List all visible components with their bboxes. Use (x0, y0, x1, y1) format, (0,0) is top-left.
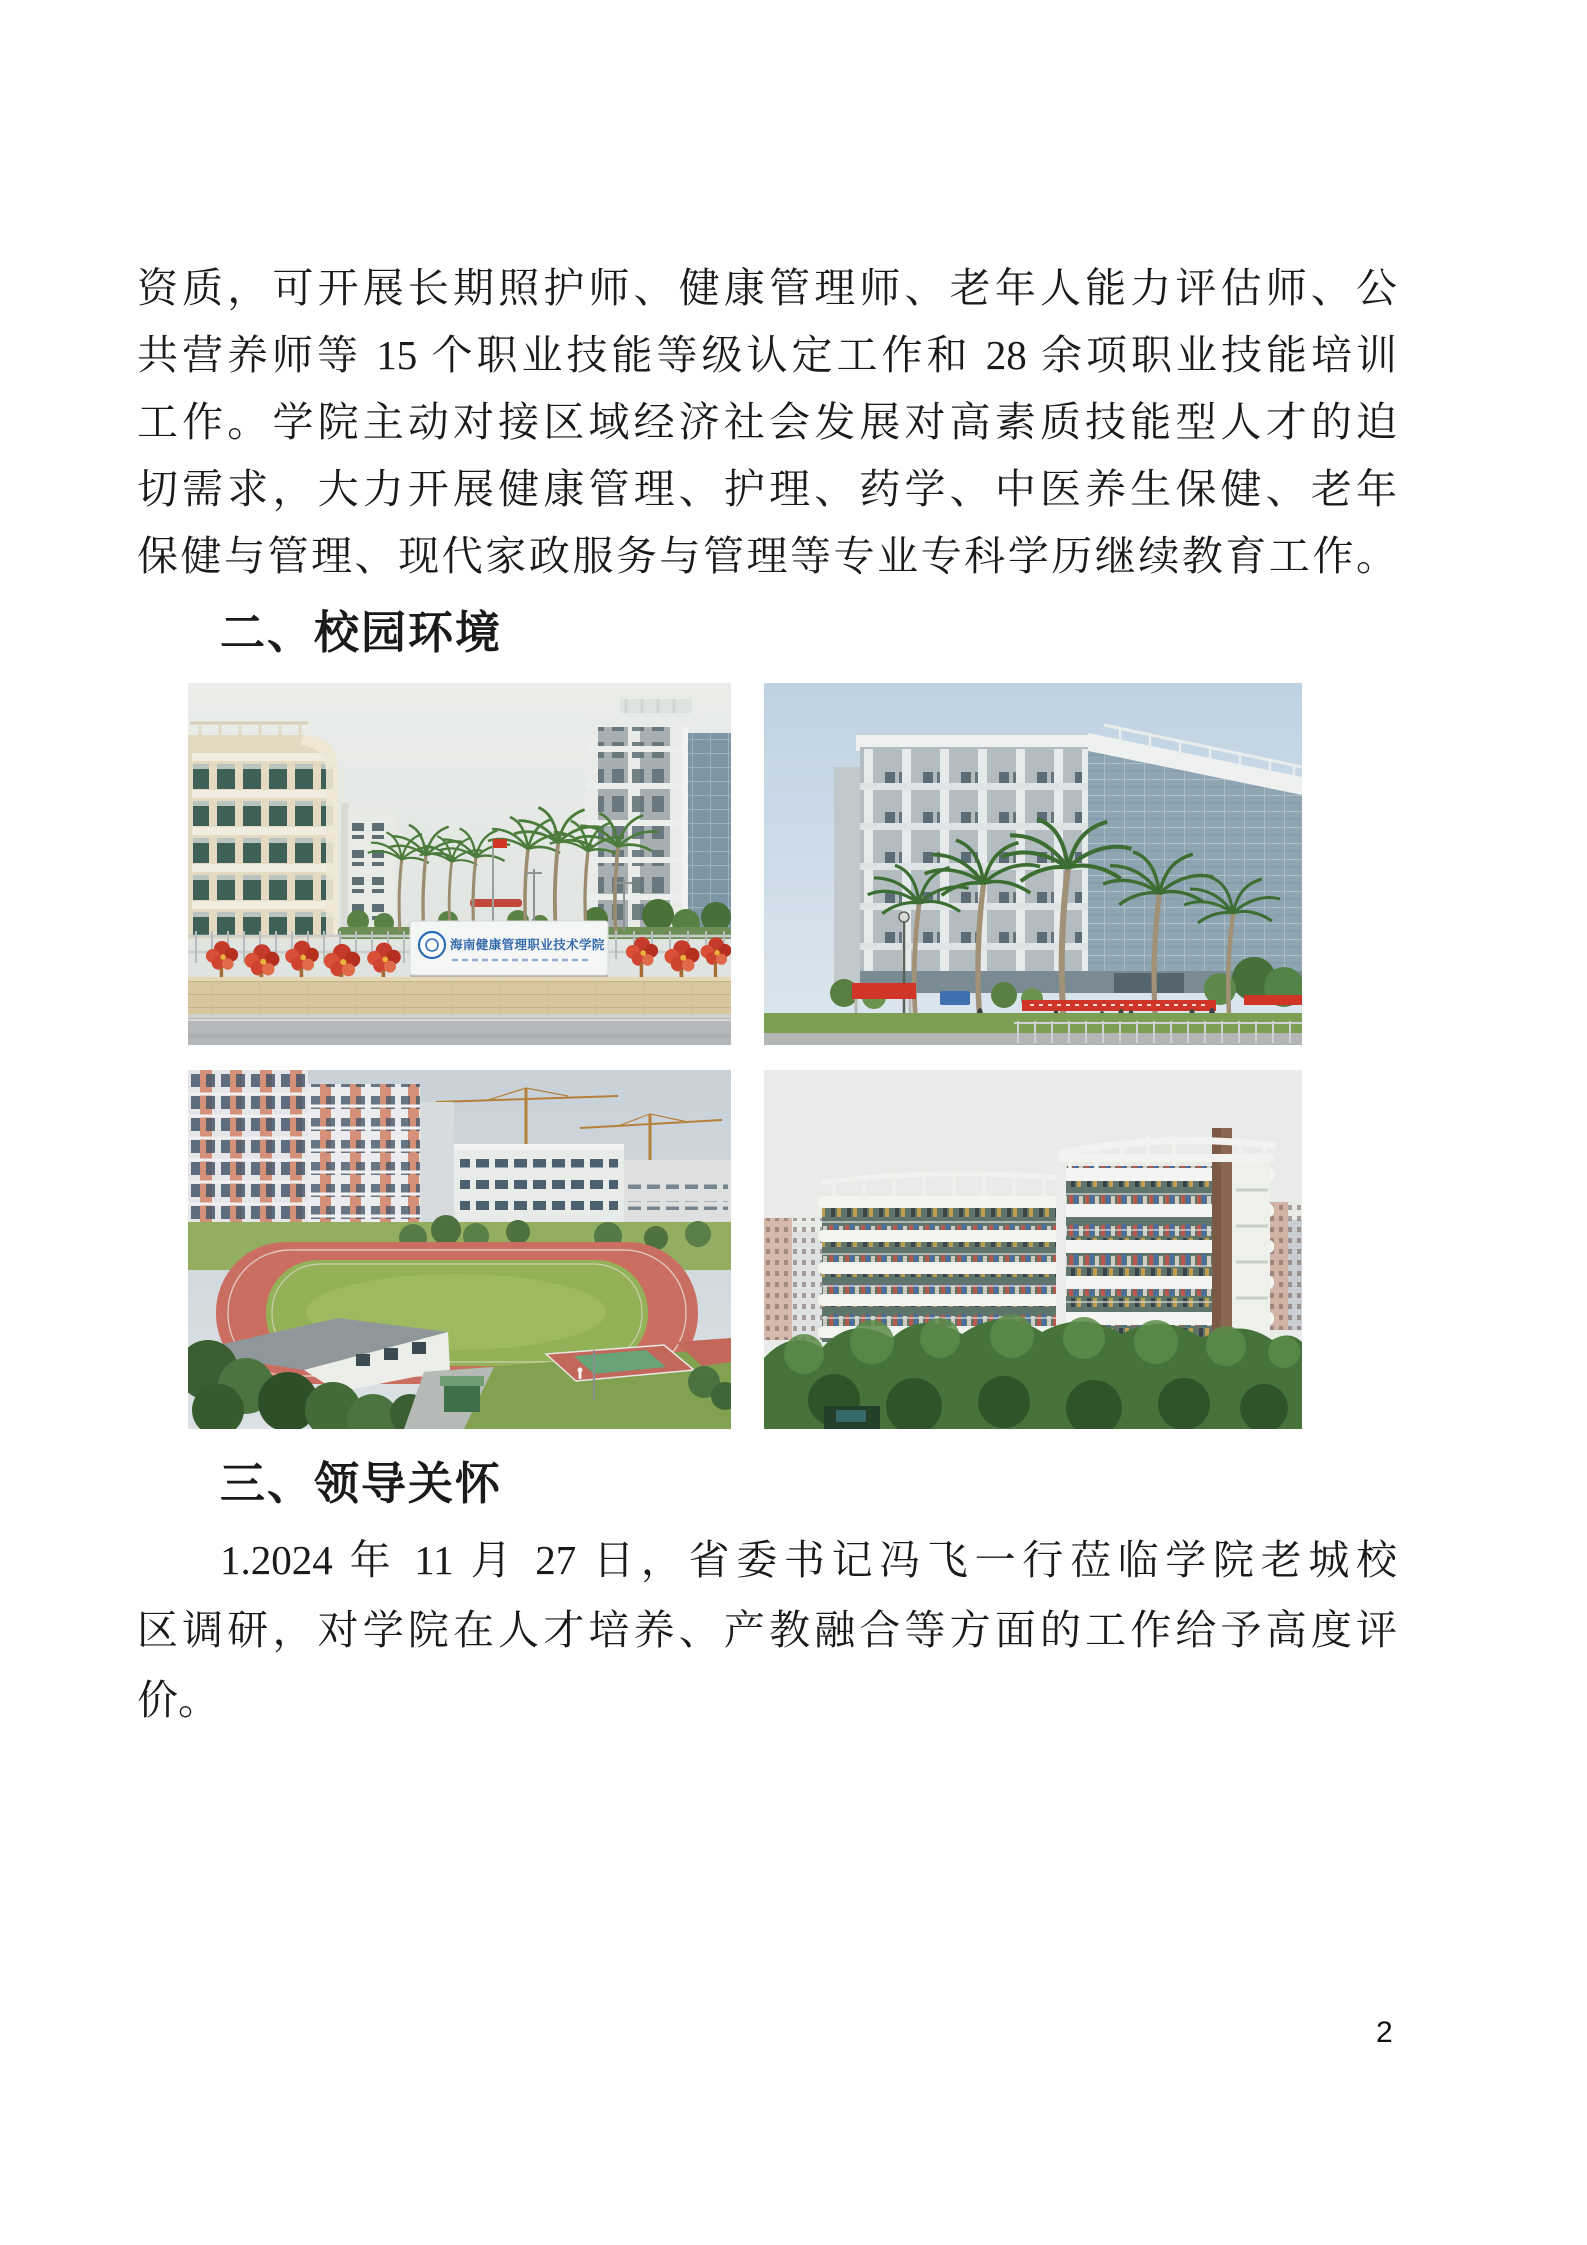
plaza-ground (188, 977, 731, 1045)
page-content (137, 255, 1397, 1735)
dormitory-block-right (1056, 1128, 1276, 1346)
foreground-trees (764, 1314, 1302, 1429)
foreground (764, 1013, 1302, 1045)
paragraph-line: 切需求，大力开展健康管理、护理、药学、中医养生保健、老年 (137, 466, 1397, 512)
page-number: 2 (1376, 2016, 1393, 2049)
college-logo-icon (419, 932, 445, 958)
paragraph-line: 1.2024 年 11 月 27 日，省委书记冯飞一行莅临学院老城校 (220, 1537, 1397, 1583)
blue-tent (940, 991, 970, 1005)
paragraph-line: 资质，可开展长期照护师、健康管理师、老年人能力评估师、公 (137, 265, 1397, 311)
red-canopy (470, 899, 522, 907)
photo-sports-field (188, 1070, 731, 1429)
residential-towers (188, 1070, 454, 1242)
dormitory-block-left (818, 1173, 1066, 1342)
gate-sign (410, 921, 608, 982)
campus-photo-grid (188, 683, 1397, 1429)
paragraph-1 (137, 255, 1397, 590)
photo-dormitory-building (764, 1070, 1302, 1429)
paragraph-line: 工作。学院主动对接区域经济社会发展对高素质技能型人才的迫 (137, 399, 1397, 445)
paragraph-line: 保健与管理、现代家政服务与管理等专业专科学历继续教育工作。 (137, 533, 1397, 579)
section-heading-campus-environment: 二、校园环境 (220, 608, 503, 658)
paragraph-line: 价。 (137, 1677, 219, 1723)
gate-sign-text: 海南健康管理职业技术学院 (450, 938, 605, 952)
left-building (188, 723, 338, 939)
photo-teaching-building (764, 683, 1302, 1045)
section-heading-leadership-care: 三、领导关怀 (220, 1459, 503, 1509)
paragraph-line: 共营养师等 15 个职业技能等级认定工作和 28 余项职业技能培训 (137, 332, 1397, 378)
paragraph-2 (137, 1525, 1397, 1735)
photo-campus-entrance (188, 683, 731, 1045)
paragraph-line: 区调研，对学院在人才培养、产教融合等方面的工作给予高度评 (137, 1607, 1397, 1653)
